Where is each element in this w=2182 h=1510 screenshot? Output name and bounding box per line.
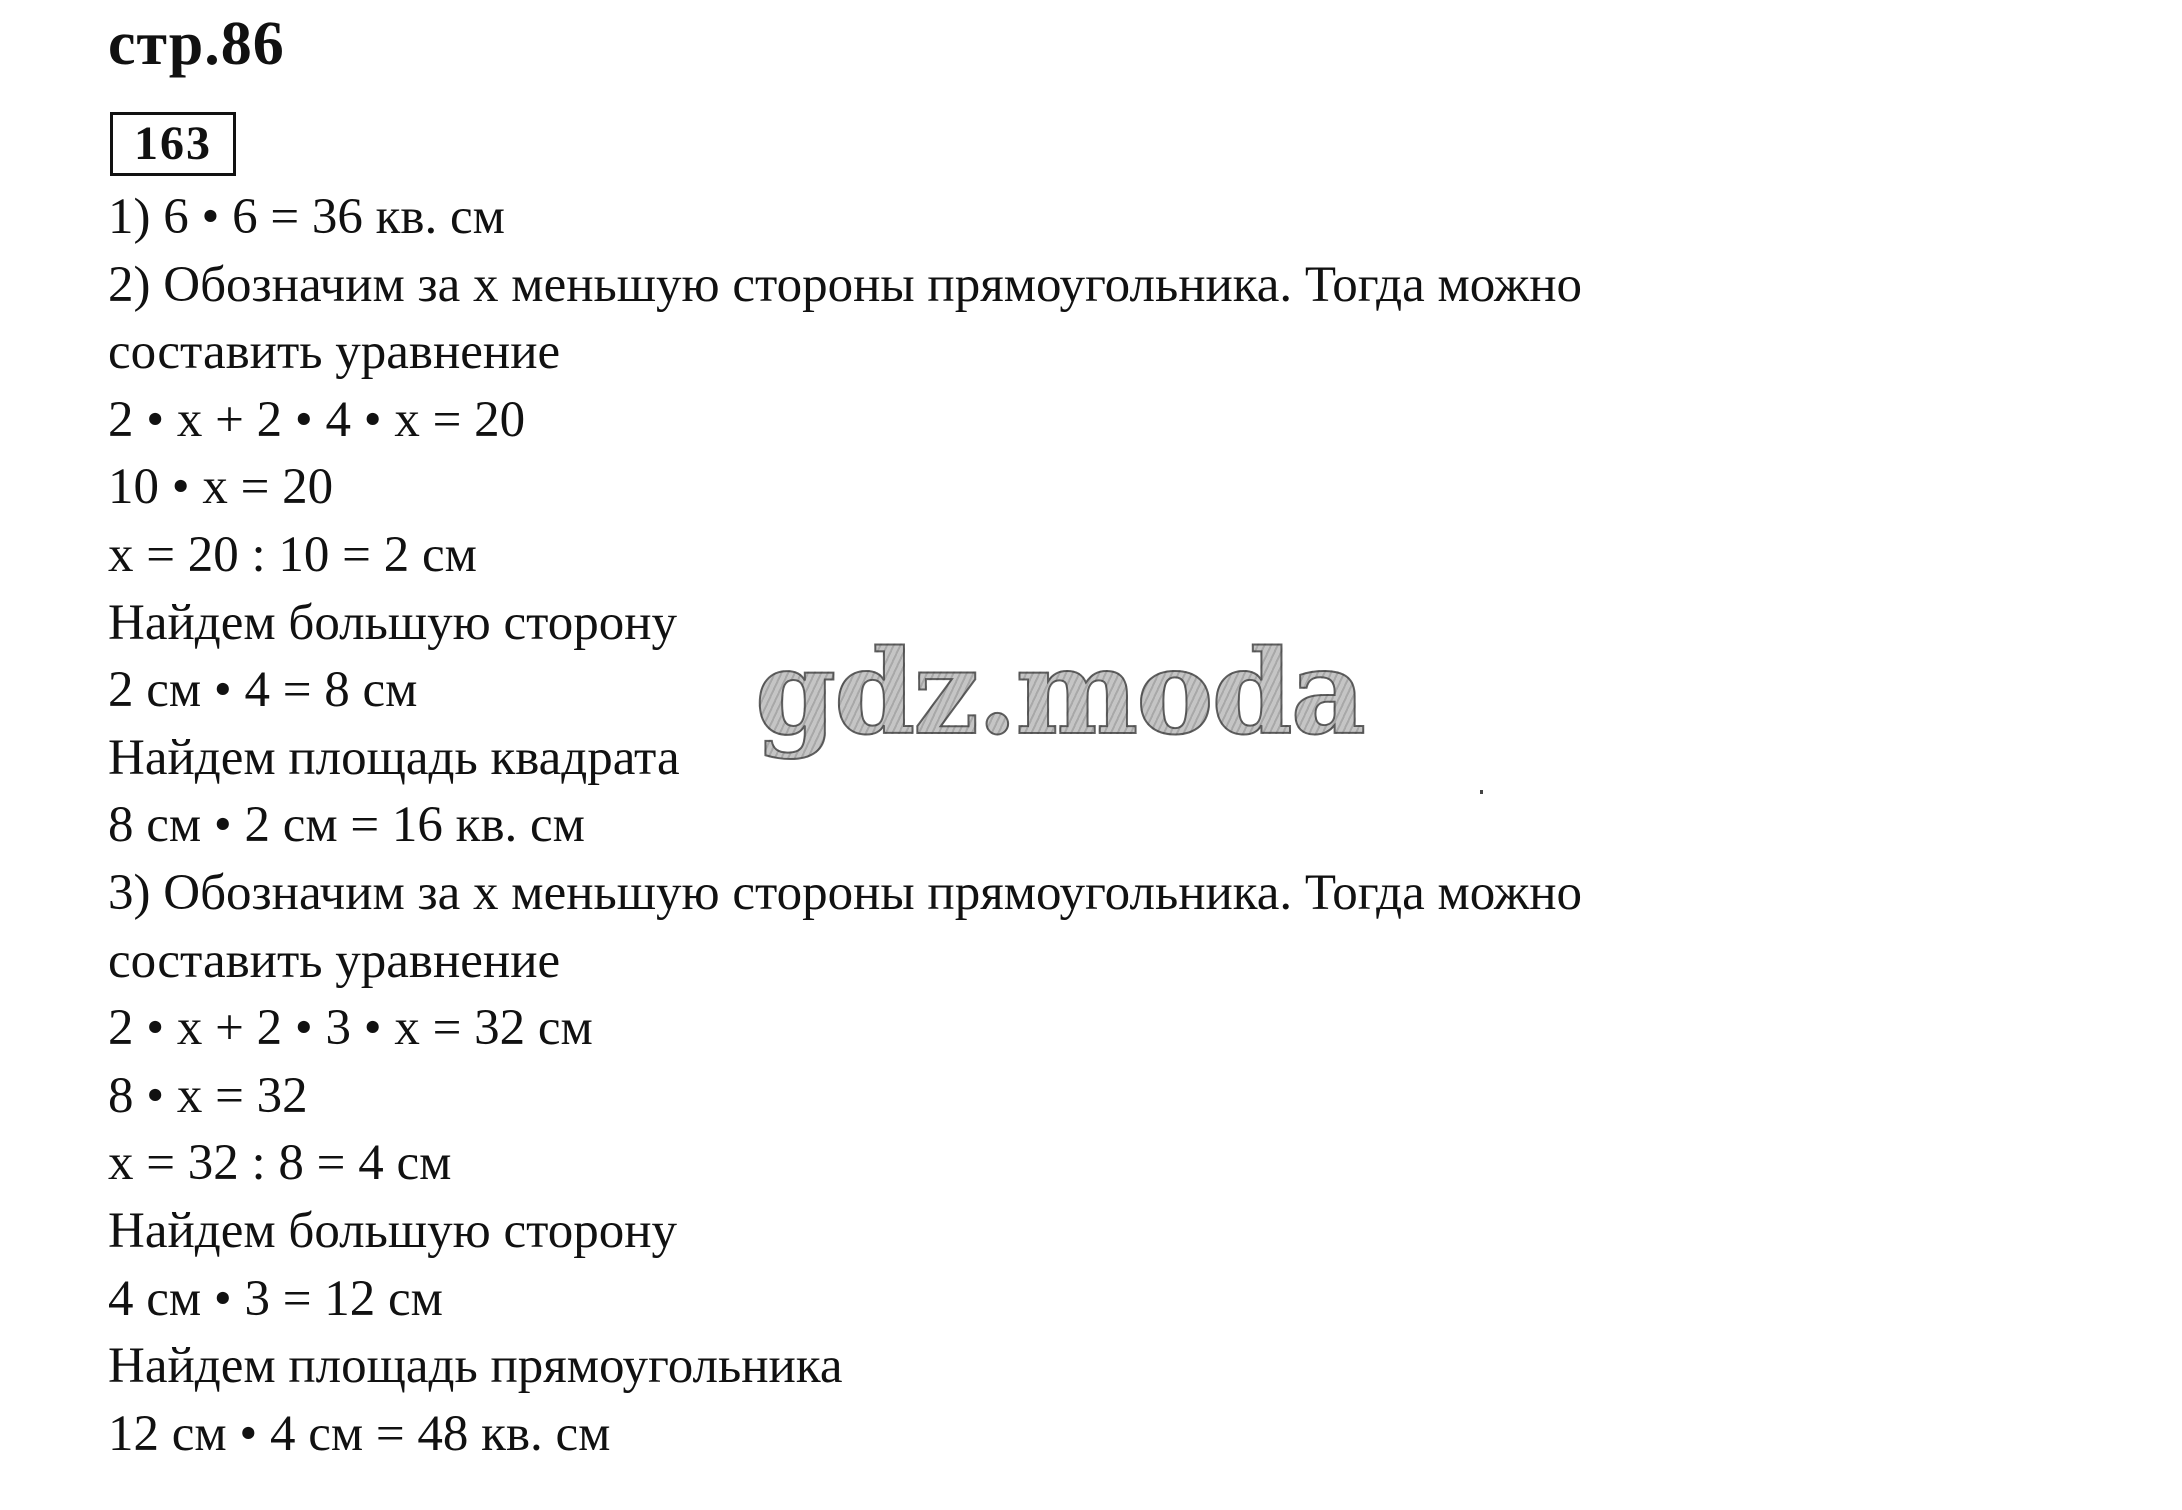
solution-line: Найдем большую сторону	[108, 1202, 678, 1259]
watermark-logo: gdz.moda	[755, 625, 1364, 761]
solution-line: х = 32 : 8 = 4 см	[108, 1135, 452, 1192]
solution-line: 10 • х = 20	[108, 459, 334, 516]
solution-line: составить уравнение	[108, 932, 561, 989]
solution-text	[108, 184, 2148, 1468]
solution-line: 8 • х = 32	[108, 1067, 308, 1124]
solution-line: 4 см • 3 = 12 см	[108, 1270, 443, 1327]
solution-line: 3) Обозначим за х меньшую стороны прямоугольника. Тогда можно	[108, 864, 1582, 921]
page-heading: стр.86	[108, 10, 285, 78]
solution-line: 12 см • 4 см = 48 кв. см	[108, 1405, 611, 1462]
solution-line: 2 см • 4 = 8 см	[108, 662, 418, 719]
solution-line: х = 20 : 10 = 2 см	[108, 526, 477, 583]
solution-line: 2 • х + 2 • 3 • х = 32 см	[108, 1000, 593, 1057]
solution-line: 8 см • 2 см = 16 кв. см	[108, 797, 585, 854]
solution-line: 1) 6 • 6 = 36 кв. см	[108, 189, 505, 245]
task-number-box: 163	[110, 112, 236, 176]
solution-line: Найдем большую сторону	[108, 594, 678, 651]
scan-speck	[1480, 790, 1483, 794]
solution-line: 2) Обозначим за х меньшую стороны прямоугольника. Тогда можно	[108, 256, 1582, 313]
solution-line: Найдем площадь прямоугольника	[108, 1338, 843, 1395]
solution-line: 2 • х + 2 • 4 • х = 20	[108, 391, 526, 448]
solution-line: Найдем площадь квадрата	[108, 729, 680, 786]
solution-line: составить уравнение	[108, 324, 561, 381]
